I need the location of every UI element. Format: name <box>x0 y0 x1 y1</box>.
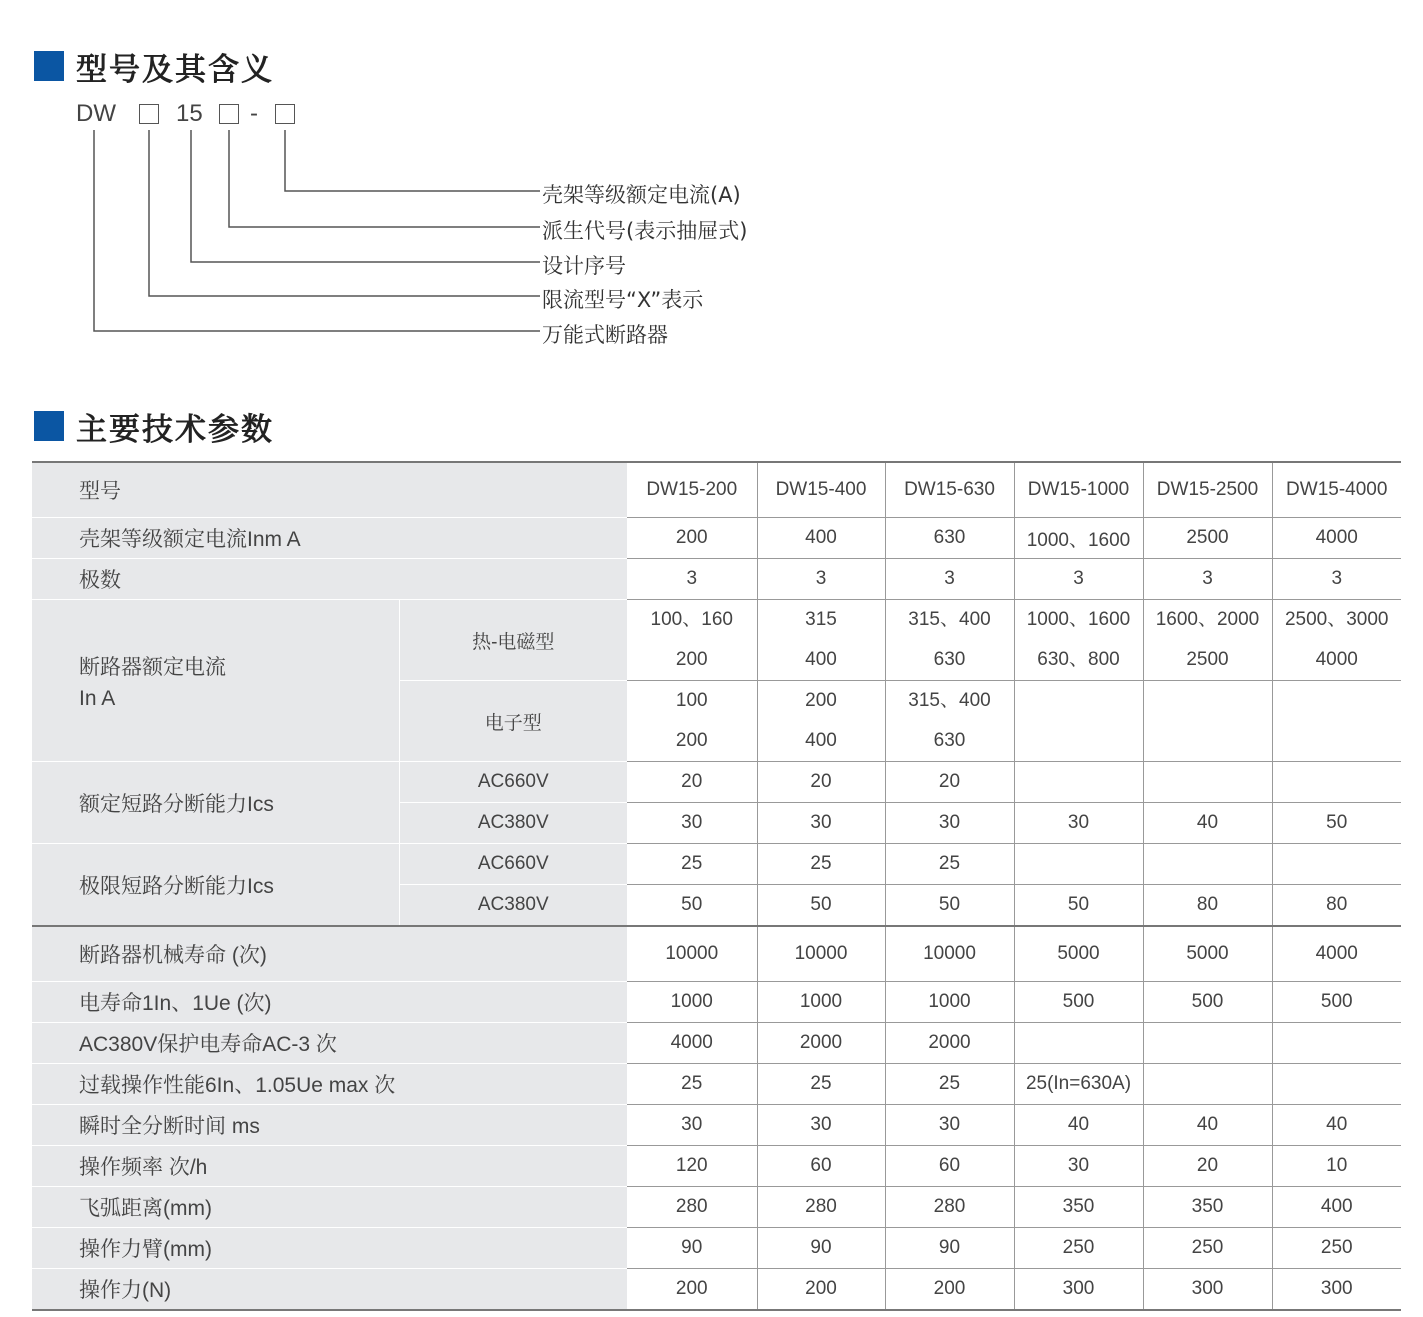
row-label: 瞬时全分断时间 ms <box>32 1105 627 1146</box>
table-cell: 280 <box>757 1187 885 1228</box>
table-cell: 4000 <box>1272 518 1401 559</box>
table-cell: 60 <box>757 1146 885 1187</box>
table-cell: 25(In=630A) <box>1014 1064 1143 1105</box>
table-cell: 3 <box>757 559 885 600</box>
rated-current-label <box>32 600 399 762</box>
table-cell: 1000、1600 <box>1014 518 1143 559</box>
table-cell: 40 <box>1143 803 1272 844</box>
table-cell: 5000 <box>1143 926 1272 982</box>
spec-table <box>32 461 1401 1311</box>
table-cell: 1000 <box>757 982 885 1023</box>
table-row <box>32 559 1401 600</box>
table-cell: 20 <box>1143 1146 1272 1187</box>
table-cell <box>1014 600 1143 681</box>
table-cell: 90 <box>627 1228 757 1269</box>
table-cell <box>757 681 885 762</box>
section-title: 型号及其含义 <box>76 51 274 88</box>
table-cell: 3 <box>1272 559 1401 600</box>
table-cell: 30 <box>1014 1146 1143 1187</box>
table-cell: 350 <box>1143 1187 1272 1228</box>
table-header-row <box>32 462 1401 518</box>
table-cell: 20 <box>627 762 757 803</box>
table-cell: 120 <box>627 1146 757 1187</box>
table-cell <box>1143 762 1272 803</box>
row-label: 额定短路分断能力Ics <box>32 762 399 844</box>
model-cell: DW15-1000 <box>1014 462 1143 518</box>
sub-label: AC660V <box>399 844 627 885</box>
cell-line: 1600、2000 <box>1155 609 1260 630</box>
model-cell: DW15-2500 <box>1143 462 1272 518</box>
table-cell: 350 <box>1014 1187 1143 1228</box>
row-label: 操作频率 次/h <box>32 1146 627 1187</box>
table-row <box>32 1146 1401 1187</box>
table-cell: 4000 <box>627 1023 757 1064</box>
table-row <box>32 1064 1401 1105</box>
row-label: 电寿命1In、1Ue (次) <box>32 982 627 1023</box>
table-row <box>32 844 1401 885</box>
table-cell <box>1143 844 1272 885</box>
table-cell: 3 <box>885 559 1014 600</box>
table-row <box>32 982 1401 1023</box>
row-label: 壳架等级额定电流Inm A <box>32 518 627 559</box>
section-title: 主要技术参数 <box>76 411 274 448</box>
simple-rows <box>32 926 1401 1310</box>
table-cell: 25 <box>627 844 757 885</box>
cell-line: 315、400 <box>908 690 991 711</box>
table-row <box>32 1228 1401 1269</box>
row-label: 过载操作性能6In、1.05Ue max 次 <box>32 1064 627 1105</box>
row-label-unit: In A <box>79 686 116 710</box>
model-cell: DW15-200 <box>627 462 757 518</box>
table-row <box>32 1269 1401 1311</box>
table-cell: 1000 <box>885 982 1014 1023</box>
cell-line: 315、400 <box>908 609 991 630</box>
table-cell <box>627 681 757 762</box>
table-cell: 4000 <box>1272 926 1401 982</box>
table-cell: 10000 <box>627 926 757 982</box>
section-heading-specs <box>34 408 274 448</box>
table-cell: 30 <box>757 1105 885 1146</box>
model-cell: DW15-4000 <box>1272 462 1401 518</box>
table-cell: 90 <box>757 1228 885 1269</box>
sub-label: AC380V <box>399 885 627 927</box>
table-cell <box>885 600 1014 681</box>
table-cell: 500 <box>1272 982 1401 1023</box>
table-cell <box>1272 1064 1401 1105</box>
table-cell: 50 <box>1272 803 1401 844</box>
row-label: 极数 <box>32 559 627 600</box>
meaning-frame-current: 壳架等级额定电流(A) <box>542 183 741 207</box>
table-cell: 25 <box>627 1064 757 1105</box>
header-label: 型号 <box>32 462 627 518</box>
table-cell: 40 <box>1014 1105 1143 1146</box>
cell-line: 100、160 <box>650 609 733 630</box>
table-cell: 3 <box>627 559 757 600</box>
table-cell: 10000 <box>885 926 1014 982</box>
table-cell <box>1014 1023 1143 1064</box>
row-label: 断路器机械寿命 (次) <box>32 926 627 982</box>
table-cell: 30 <box>885 1105 1014 1146</box>
table-cell <box>1143 681 1272 762</box>
meaning-derivative: 派生代号(表示抽屉式) <box>542 219 748 243</box>
table-cell: 30 <box>757 803 885 844</box>
table-cell <box>1014 762 1143 803</box>
cell-line: 100 <box>675 690 708 711</box>
table-cell: 200 <box>627 1269 757 1311</box>
table-cell: 280 <box>885 1187 1014 1228</box>
row-label: 断路器额定电流 <box>79 655 226 679</box>
table-cell: 200 <box>885 1269 1014 1311</box>
table-cell: 50 <box>627 885 757 927</box>
table-cell: 300 <box>1014 1269 1143 1311</box>
row-label: 飞弧距离(mm) <box>32 1187 627 1228</box>
table-cell: 630 <box>885 518 1014 559</box>
table-cell: 250 <box>1143 1228 1272 1269</box>
table-row <box>32 1187 1401 1228</box>
table-cell: 40 <box>1143 1105 1272 1146</box>
cell-line: 315 <box>805 609 837 630</box>
code-series: 15 <box>176 100 203 127</box>
table-cell: 500 <box>1143 982 1272 1023</box>
table-cell <box>1143 1064 1272 1105</box>
cell-line: 1000、1600 <box>1026 609 1131 630</box>
table-cell: 280 <box>627 1187 757 1228</box>
model-cell: DW15-630 <box>885 462 1014 518</box>
table-cell: 3 <box>1014 559 1143 600</box>
sub-label: AC660V <box>399 762 627 803</box>
row-label: 操作力臂(mm) <box>32 1228 627 1269</box>
table-cell: 60 <box>885 1146 1014 1187</box>
table-row <box>32 1023 1401 1064</box>
table-cell: 1000 <box>627 982 757 1023</box>
table-cell: 80 <box>1143 885 1272 927</box>
table-cell <box>1014 844 1143 885</box>
row-label: 极限短路分断能力Ics <box>32 844 399 927</box>
code-dash: - <box>250 100 258 127</box>
row-label: AC380V保护电寿命AC-3 次 <box>32 1023 627 1064</box>
table-cell <box>1272 681 1401 762</box>
cell-line: 630 <box>933 649 966 670</box>
table-cell: 25 <box>885 844 1014 885</box>
table-cell: 30 <box>885 803 1014 844</box>
table-cell <box>757 600 885 681</box>
meaning-design-no: 设计序号 <box>542 254 626 278</box>
sub-label: AC380V <box>399 803 627 844</box>
table-cell: 90 <box>885 1228 1014 1269</box>
table-cell: 2500 <box>1143 518 1272 559</box>
table-cell: 200 <box>627 518 757 559</box>
sub-label: 热-电磁型 <box>399 600 627 681</box>
table-cell: 2000 <box>885 1023 1014 1064</box>
table-cell: 50 <box>757 885 885 927</box>
table-cell <box>1272 762 1401 803</box>
table-cell <box>1143 600 1272 681</box>
table-cell <box>1143 1023 1272 1064</box>
table-cell: 30 <box>627 1105 757 1146</box>
table-cell: 400 <box>757 518 885 559</box>
table-cell: 25 <box>757 844 885 885</box>
table-row <box>32 762 1401 803</box>
table-cell: 200 <box>757 1269 885 1311</box>
table-cell: 20 <box>885 762 1014 803</box>
table-cell: 25 <box>885 1064 1014 1105</box>
cell-line: 200 <box>675 649 708 670</box>
code-prefix: DW <box>76 100 116 127</box>
table-cell <box>1272 600 1401 681</box>
section-marker <box>34 411 64 441</box>
meaning-breaker-type: 万能式断路器 <box>542 323 668 347</box>
cell-line: 400 <box>805 649 837 670</box>
table-cell: 2000 <box>757 1023 885 1064</box>
table-cell: 400 <box>1272 1187 1401 1228</box>
table-cell: 10 <box>1272 1146 1401 1187</box>
table-cell: 80 <box>1272 885 1401 927</box>
table-row <box>32 926 1401 982</box>
table-cell: 30 <box>1014 803 1143 844</box>
cell-line: 630、800 <box>1037 649 1120 670</box>
cell-line: 200 <box>675 730 708 751</box>
table-cell: 5000 <box>1014 926 1143 982</box>
model-cell: DW15-400 <box>757 462 885 518</box>
table-cell: 50 <box>1014 885 1143 927</box>
table-cell <box>1272 844 1401 885</box>
table-cell: 3 <box>1143 559 1272 600</box>
cell-line: 630 <box>933 730 966 751</box>
table-row <box>32 600 1401 681</box>
table-cell <box>1014 681 1143 762</box>
table-cell: 40 <box>1272 1105 1401 1146</box>
table-cell: 30 <box>627 803 757 844</box>
table-cell <box>885 681 1014 762</box>
table-cell <box>627 600 757 681</box>
table-row <box>32 518 1401 559</box>
cell-line: 400 <box>805 730 837 751</box>
meaning-current-limit: 限流型号“X”表示 <box>542 288 704 312</box>
cell-line: 4000 <box>1315 649 1358 670</box>
table-cell <box>1272 1023 1401 1064</box>
cell-line: 200 <box>805 690 837 711</box>
cell-line: 2500 <box>1186 649 1229 670</box>
cell-line: 2500、3000 <box>1284 609 1389 630</box>
table-cell: 20 <box>757 762 885 803</box>
table-row <box>32 1105 1401 1146</box>
row-label: 操作力(N) <box>32 1269 627 1311</box>
table-cell: 50 <box>885 885 1014 927</box>
table-cell: 250 <box>1014 1228 1143 1269</box>
table-cell: 250 <box>1272 1228 1401 1269</box>
table-cell: 500 <box>1014 982 1143 1023</box>
table-cell: 300 <box>1272 1269 1401 1311</box>
sub-label: 电子型 <box>399 681 627 762</box>
table-cell: 300 <box>1143 1269 1272 1311</box>
table-cell: 25 <box>757 1064 885 1105</box>
table-cell: 10000 <box>757 926 885 982</box>
